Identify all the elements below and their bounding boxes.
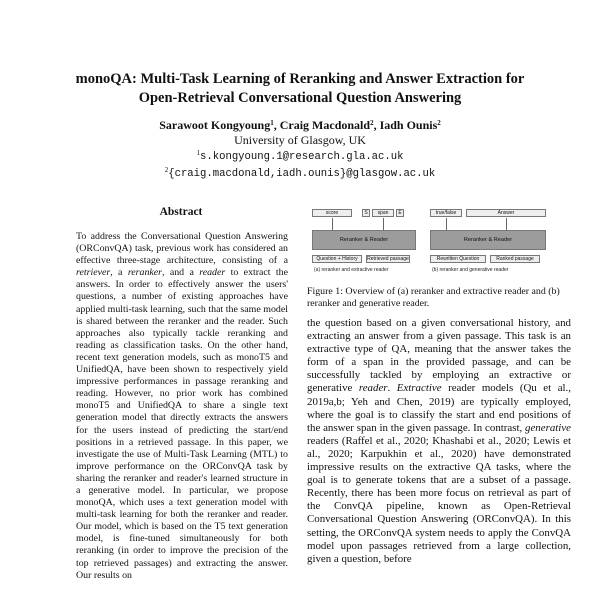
arrow-b-2 [506, 218, 507, 230]
arrow-a-2 [383, 218, 384, 230]
email-1-sup: 1 [196, 149, 201, 157]
email-1-text: s.kongyoung.1@research.gla.ac.uk [200, 151, 404, 163]
output-start-box: S [362, 209, 370, 217]
author-1-sup: 1 [270, 119, 274, 127]
arrow-a-1 [332, 218, 333, 230]
body-em-generative: generative [525, 421, 571, 434]
body-seg-4: readers (Raffel et al., 2020; Khashabi et al., 2020; Lewis et al., 2020; Karpukhin et al., 2020) have demonstrated impressive results on the extractive QA tasks, where the goal is to generate tokens that are a subset of a passage. Recently, there has been more focus on retrieval as part of the ConvQA pipeline, known as Open-Retrieval Conversational Question Answering (ORConvQA). In this setting, the ORConvQA system needs to apply the ConvQA model upon passages retrieved from a large collection, given a question, before [307, 434, 571, 565]
email-2-sup: 2 [164, 166, 169, 174]
body-seg-3: reader models (Qu et al., 2019a,b; Yeh and Chen, 2019) are typically employed, where the goal is to classify the start and end positions of the answer span in the given passage. In contrast, [307, 382, 571, 434]
author-3: Iadh Ounis [379, 118, 438, 132]
author-3-sup: 2 [437, 119, 441, 127]
output-end-box: E [396, 209, 404, 217]
abstract-em-reader: reader [199, 267, 226, 279]
output-answer-box: Answer [466, 209, 546, 217]
affiliation: University of Glasgow, UK [234, 133, 366, 147]
author-block [40, 118, 560, 182]
abstract-seg-4: to extract the answers. In order to effectively answer the users' questions, a number of existing approaches have applied multi-task learning, such that the same model is shared between the reranker and the reader. Such approaches also typically tackle reranking and reading as classification tasks. On the other hand, recent text generation models, such as monoT5 and UnifiedQA, have been shown to respectively yield impressive performances in passage reranking and reading. However, no prior work has combined monoT5 and UnifiedQA to share a single text generation model that directly extracts the answers for the users instead of predicting the start/end positions in a retrieved passage. In this paper, we investigate the use of Multi-Task Learning (MTL) to improve performance on the ORConvQA task by sharing the reranker and reader's learned structure in a generative model. In particular, we propose monoQA, which uses a text generation model with multi-task learning for both the reranker and reader. Our model, which is based on the T5 text generation model, is fine-tuned simultaneously for both reranking (in order to improve the precision of the top retrieved passages) and extracting the answer. Our results on [76, 267, 288, 581]
figure-caption: Figure 1: Overview of (a) reranker and extractive reader and (b) reranker and generative reader. [307, 286, 560, 310]
body-em-extractive: Extractive [396, 382, 442, 395]
figure-1a-label: (a) reranker and extractive reader [314, 267, 389, 273]
body-seg-1: the question based on a given conversational history, and extracting an answer from a given passage. This task is an extractive type of QA, meaning that the answer takes the form of a span in the provided passage, and can be successfully tackled by employing an extractive or generative [307, 317, 571, 395]
body-seg-2: . [387, 382, 397, 395]
output-true-false-box: true/false [430, 209, 462, 217]
reranker-reader-model-b: Reranker & Reader [430, 230, 546, 250]
abstract-seg-1: To address the Conversational Question Answering (ORConvQA) task, previous work has considered an effective three-stage architecture, consisting of a [76, 231, 288, 267]
paper-title [40, 70, 560, 108]
author-2: Craig Macdonald [279, 118, 371, 132]
author-2-sup: 2 [370, 119, 374, 127]
figure-1 [310, 203, 572, 281]
abstract-seg-2: , a [110, 267, 128, 279]
abstract-seg-3: , and a [162, 267, 200, 279]
paper-title-line-2: Open-Retrieval Conversational Question Answering [138, 90, 462, 106]
figure-1b [430, 203, 548, 281]
body-text-right-column [307, 317, 571, 600]
figure-1a [310, 203, 424, 281]
email-2-text: {craig.macdonald,iadh.ounis}@glasgow.ac.uk [168, 168, 436, 180]
arrow-b-1 [446, 218, 447, 230]
output-span-box: span [372, 209, 394, 217]
input-retrieved-passage-box: Retrieved passage [367, 256, 409, 262]
abstract-heading: Abstract [159, 206, 203, 218]
abstract-em-reranker: reranker [127, 267, 162, 279]
figure-1b-label: (b) reranker and generative reader [432, 267, 509, 273]
input-ranked-passage-box: Ranked passage [490, 255, 540, 263]
input-question-history-box: Question + History [312, 255, 362, 263]
input-rewritten-question-box: Rewritten Question [430, 255, 486, 263]
abstract-em-retriever: retriever [76, 267, 111, 279]
author-names: Sarawoot Kongyoung$^1$, Craig Macdonald$^2$, Iadh Ounis$^2$ [159, 118, 441, 132]
output-score-box: score [312, 209, 352, 217]
author-1: Sarawoot Kongyoung [159, 118, 271, 132]
email-2 [40, 165, 560, 182]
body-em-reader: reader [358, 382, 388, 395]
abstract-text [76, 231, 288, 600]
paper-title-line-1: monoQA: Multi-Task Learning of Reranking and Answer Extraction for [75, 71, 525, 87]
reranker-reader-model-a: Reranker & Reader [312, 230, 416, 250]
email-1 [40, 148, 560, 165]
